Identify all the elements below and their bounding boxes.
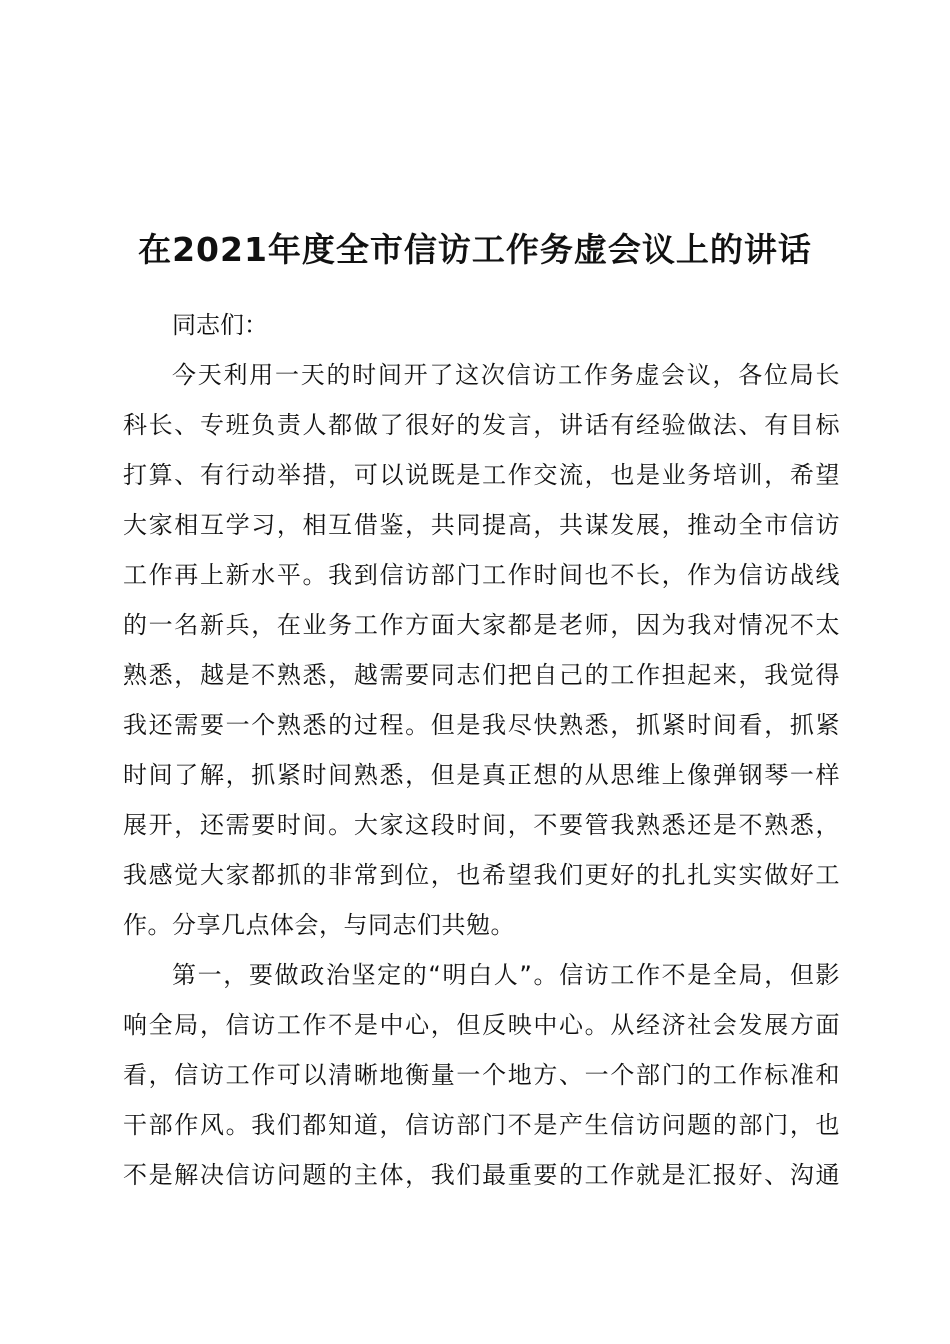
paragraph-1 — [123, 350, 840, 950]
greeting: 同志们： — [172, 311, 268, 339]
paragraph-line: 干部作风。我们都知道，信访部门不是产生信访问题的部门，也 — [123, 1111, 840, 1139]
paragraph-line: 科长、专班负责人都做了很好的发言，讲话有经验做法、有目标 — [123, 411, 840, 439]
paragraph-line: 今天利用一天的时间开了这次信访工作务虚会议，各位局长 — [172, 361, 840, 389]
paragraph-line: 第一，要做政治坚定的“明白人”。信访工作不是全局，但影 — [172, 961, 840, 989]
paragraph-line: 展开，还需要时间。大家这段时间，不要管我熟悉还是不熟悉， — [123, 811, 840, 839]
paragraph-line: 响全局，信访工作不是中心，但反映中心。从经济社会发展方面 — [123, 1011, 840, 1039]
paragraph-line: 我感觉大家都抓的非常到位，也希望我们更好的扎扎实实做好工 — [123, 861, 840, 889]
paragraph-line: 工作再上新水平。我到信访部门工作时间也不长，作为信访战线 — [123, 561, 840, 589]
document-title: 在2021年度全市信访工作务虚会议上的讲话 — [138, 230, 812, 269]
paragraph-line: 大家相互学习，相互借鉴，共同提高，共谋发展，推动全市信访 — [123, 511, 840, 539]
paragraph-line: 不是解决信访问题的主体，我们最重要的工作就是汇报好、沟通 — [123, 1161, 840, 1189]
paragraph-line: 我还需要一个熟悉的过程。但是我尽快熟悉，抓紧时间看，抓紧 — [123, 711, 840, 739]
paragraph-line: 作。分享几点体会，与同志们共勉。 — [123, 911, 515, 939]
paragraph-line: 时间了解，抓紧时间熟悉，但是真正想的从思维上像弹钢琴一样 — [123, 761, 840, 789]
paragraph-line: 打算、有行动举措，可以说既是工作交流，也是业务培训，希望 — [123, 461, 840, 489]
paragraph-line: 熟悉，越是不熟悉，越需要同志们把自己的工作担起来，我觉得 — [123, 661, 840, 689]
paragraph-line: 的一名新兵，在业务工作方面大家都是老师，因为我对情况不太 — [123, 611, 840, 639]
paragraph-2 — [123, 950, 840, 1200]
paragraph-line: 看，信访工作可以清晰地衡量一个地方、一个部门的工作标准和 — [123, 1061, 840, 1089]
